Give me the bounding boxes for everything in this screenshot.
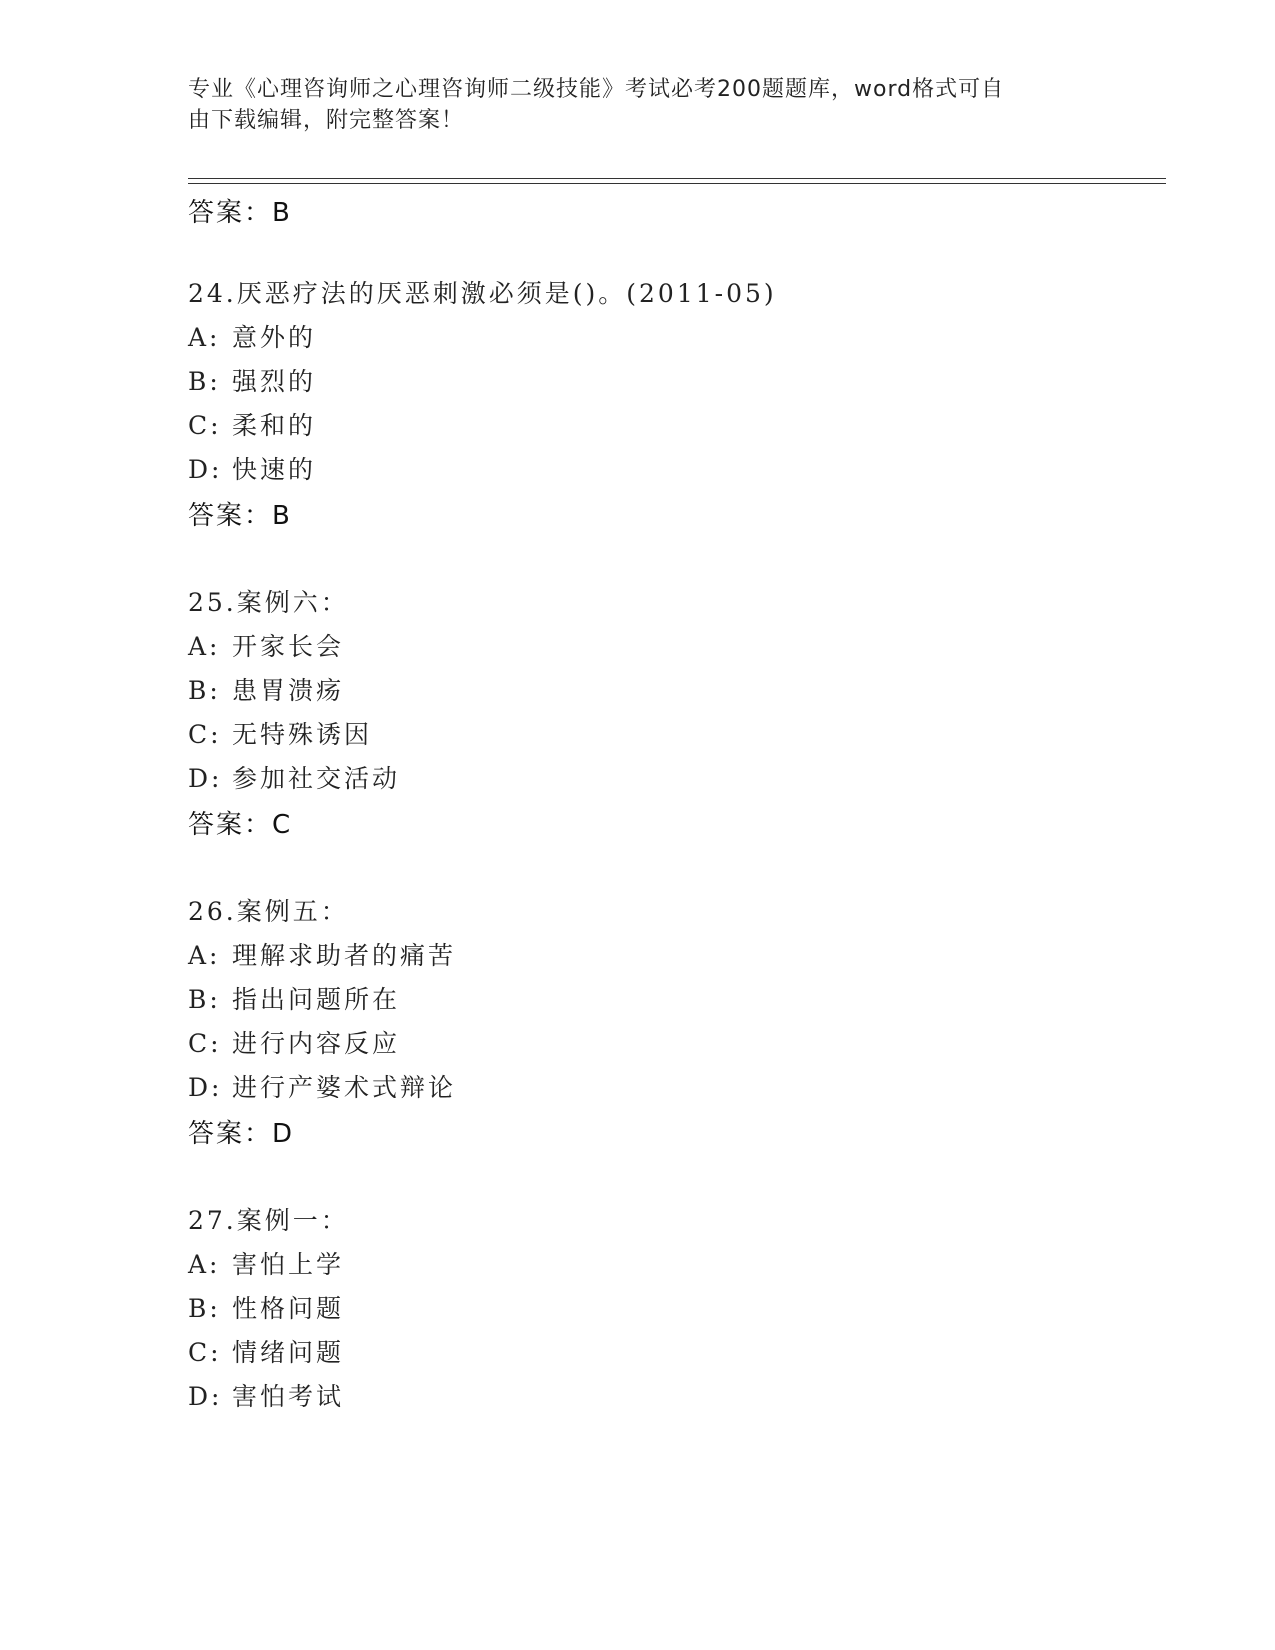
option-a xyxy=(188,1245,344,1281)
option-text: 开家长会 xyxy=(232,632,345,661)
option-text: 指出问题所在 xyxy=(232,985,401,1014)
answer-line: 答案：D xyxy=(188,1119,295,1149)
option-letter: D: xyxy=(188,1382,223,1411)
header-rule-top xyxy=(188,178,1166,179)
option-letter: D: xyxy=(188,1073,223,1102)
option-letter: D: xyxy=(188,764,223,793)
option-d xyxy=(188,1068,456,1104)
option-text: 情绪问题 xyxy=(232,1338,345,1367)
option-letter: D: xyxy=(188,455,223,484)
option-a xyxy=(188,318,316,354)
header-line-1: 专业《心理咨询师之心理咨询师二级技能》考试必考200题题库，word格式可自 xyxy=(188,77,1005,102)
option-text: 进行内容反应 xyxy=(232,1029,401,1058)
option-text: 无特殊诱因 xyxy=(232,720,373,749)
option-d xyxy=(188,759,400,795)
option-b xyxy=(188,1289,344,1325)
option-letter: C: xyxy=(188,1029,222,1058)
option-letter: C: xyxy=(188,411,222,440)
question-title: 26.案例五： xyxy=(188,897,349,926)
option-a xyxy=(188,627,344,663)
option-text: 患胃溃疡 xyxy=(232,676,345,705)
option-letter: C: xyxy=(188,1338,222,1367)
question-title: 27.案例一： xyxy=(188,1206,349,1235)
header-line-2: 由下载编辑，附完整答案！ xyxy=(188,108,465,133)
option-text: 性格问题 xyxy=(232,1294,345,1323)
option-text: 强烈的 xyxy=(232,367,317,396)
option-b xyxy=(188,671,344,707)
option-c xyxy=(188,1024,400,1060)
option-d xyxy=(188,1377,344,1413)
previous-answer: 答案：B xyxy=(188,198,292,228)
option-letter: C: xyxy=(188,720,222,749)
option-d xyxy=(188,450,316,486)
option-letter: A: xyxy=(188,941,221,970)
option-text: 理解求助者的痛苦 xyxy=(232,941,457,970)
option-letter: A: xyxy=(188,323,221,352)
question-title: 24.厌恶疗法的厌恶刺激必须是()。(2011-05) xyxy=(188,279,777,308)
question-title: 25.案例六： xyxy=(188,588,349,617)
option-letter: A: xyxy=(188,632,221,661)
answer-line: 答案：B xyxy=(188,501,292,531)
option-letter: B: xyxy=(188,676,221,705)
option-a xyxy=(188,936,456,972)
option-letter: B: xyxy=(188,367,221,396)
option-letter: B: xyxy=(188,1294,221,1323)
option-letter: A: xyxy=(188,1250,221,1279)
option-letter: B: xyxy=(188,985,221,1014)
document-header xyxy=(188,74,1088,136)
option-b xyxy=(188,362,316,398)
option-text: 柔和的 xyxy=(232,411,317,440)
option-c xyxy=(188,1333,344,1369)
option-b xyxy=(188,980,400,1016)
option-text: 参加社交活动 xyxy=(232,764,401,793)
option-text: 害怕考试 xyxy=(232,1382,345,1411)
option-text: 快速的 xyxy=(232,455,317,484)
option-text: 害怕上学 xyxy=(232,1250,345,1279)
option-c xyxy=(188,715,372,751)
answer-line: 答案：C xyxy=(188,810,293,840)
option-text: 意外的 xyxy=(232,323,317,352)
header-rule-bottom xyxy=(188,183,1166,184)
option-c xyxy=(188,406,316,442)
option-text: 进行产婆术式辩论 xyxy=(232,1073,457,1102)
